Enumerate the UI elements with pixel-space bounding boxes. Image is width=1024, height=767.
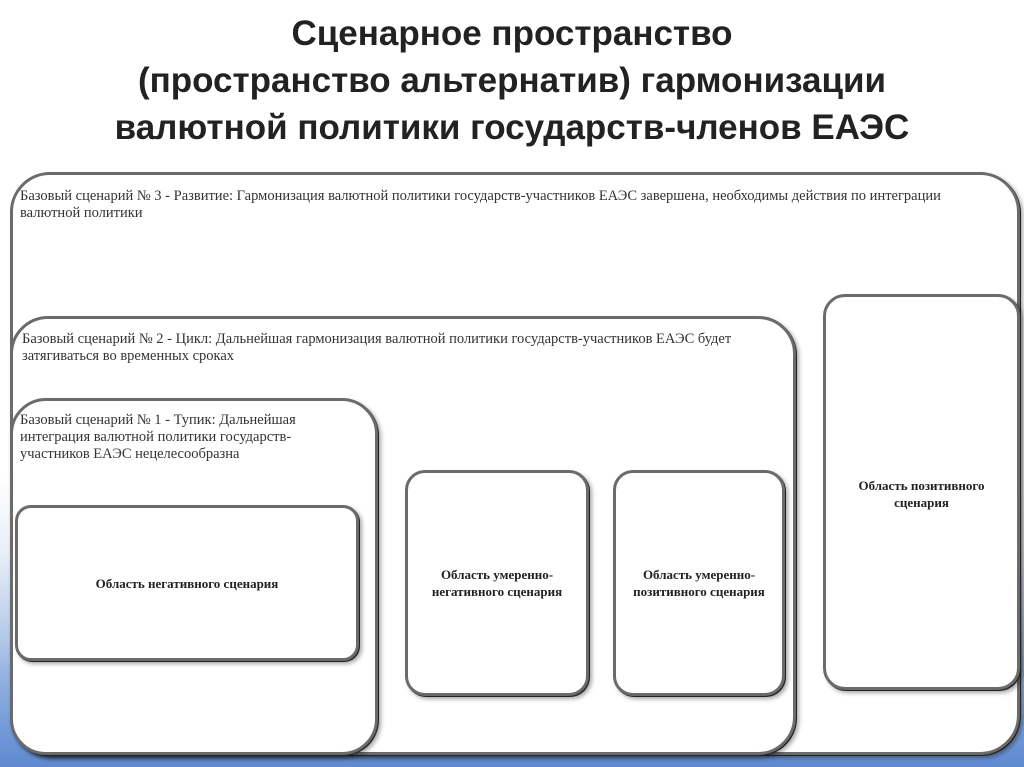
- negative-scenario-area: [15, 505, 359, 661]
- negative-scenario-label: Область негативного сценария: [95, 575, 279, 591]
- scenario-1-text: Базовый сценарий № 1 - Тупик: Дальнейшая интеграция валютной политики государств-участников ЕАЭС нецелесообразна: [20, 412, 296, 462]
- title-line-1: Сценарное пространство: [291, 14, 733, 53]
- moderately-positive-scenario-area: [613, 470, 785, 696]
- scenario-3-text: Базовый сценарий № 3 - Развитие: Гармонизация валютной политики государств-участников ЕАЭС завершена, необходимы действия по интеграции валютной политики: [20, 188, 941, 221]
- slide-title: [0, 10, 1024, 151]
- moderately-negative-scenario-label: Область умеренно-негативного сценария: [431, 567, 563, 599]
- moderately-negative-scenario-area: [405, 470, 589, 696]
- moderately-positive-scenario-label: Область умеренно-позитивного сценария: [633, 567, 765, 599]
- scenario-2-text: Базовый сценарий № 2 - Цикл: Дальнейшая гармонизация валютной политики государств-участников ЕАЭС будет затягиваться во временных сроках: [22, 331, 732, 364]
- title-line-3: валютной политики государств-членов ЕАЭС: [114, 108, 910, 147]
- positive-scenario-area: [823, 294, 1020, 690]
- positive-scenario-label: Область позитивного сценария: [858, 478, 985, 510]
- title-line-2: (пространство альтернатив) гармонизации: [137, 61, 887, 100]
